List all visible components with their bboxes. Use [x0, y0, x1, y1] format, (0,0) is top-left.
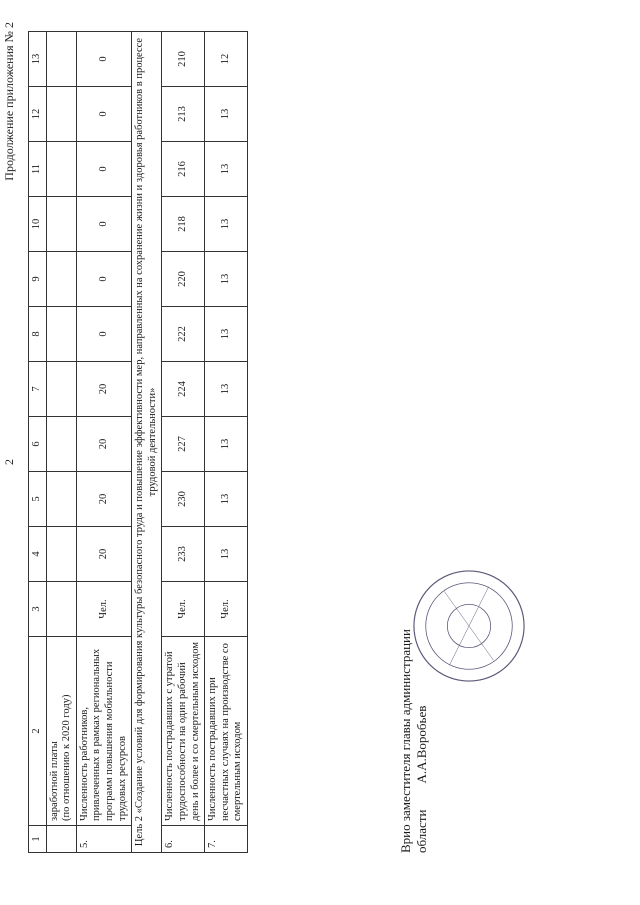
row-value — [46, 527, 76, 582]
row-value — [46, 472, 76, 527]
row-value: 13 — [205, 87, 248, 142]
row-value: 20 — [76, 527, 131, 582]
row-value — [46, 197, 76, 252]
row-value — [46, 252, 76, 307]
row-value: 210 — [162, 32, 205, 87]
row-number: 5. — [76, 826, 131, 853]
row-name: Численность работников, привлеченных в рамках региональных программ повышения мобильности трудовых ресурсов — [76, 637, 131, 826]
row-value: 13 — [205, 307, 248, 362]
row-value — [46, 32, 76, 87]
row-value: 0 — [76, 142, 131, 197]
row-value: 224 — [162, 362, 205, 417]
row-value: 0 — [76, 87, 131, 142]
row-value: 13 — [205, 197, 248, 252]
row-value: 0 — [76, 32, 131, 87]
row-name: Численность пострадавших при несчастных случаях на производстве со смертельным исходом — [205, 637, 248, 826]
row-value: 0 — [76, 252, 131, 307]
row-value: 233 — [162, 527, 205, 582]
col-header: 6 — [29, 417, 47, 472]
table-header-row — [29, 32, 47, 853]
row-value: 13 — [205, 362, 248, 417]
row-value: 13 — [205, 527, 248, 582]
signature-name: А.А.Воробьев — [414, 705, 430, 784]
col-header: 7 — [29, 362, 47, 417]
col-header: 9 — [29, 252, 47, 307]
page-number: 2 — [2, 459, 16, 465]
row-value: 220 — [162, 252, 205, 307]
row-value: 0 — [76, 197, 131, 252]
row-number — [46, 826, 76, 853]
col-header: 5 — [29, 472, 47, 527]
col-header: 8 — [29, 307, 47, 362]
row-name: заработной платы (по отношению к 2020 году) — [46, 637, 76, 826]
col-header: 3 — [29, 582, 47, 637]
row-value: 13 — [205, 142, 248, 197]
indicators-table — [28, 31, 248, 853]
goal-row — [132, 32, 162, 853]
col-header: 2 — [29, 637, 47, 826]
official-stamp — [410, 567, 528, 685]
table-row — [205, 32, 248, 853]
col-header: 1 — [29, 826, 47, 853]
row-value: 216 — [162, 142, 205, 197]
row-unit: Чел. — [76, 582, 131, 637]
signature-region: области — [414, 809, 430, 853]
row-value: 222 — [162, 307, 205, 362]
col-header: 11 — [29, 142, 47, 197]
row-value: 227 — [162, 417, 205, 472]
col-header: 10 — [29, 197, 47, 252]
row-value: 20 — [76, 362, 131, 417]
row-unit: Чел. — [162, 582, 205, 637]
row-value: 230 — [162, 472, 205, 527]
row-value — [46, 307, 76, 362]
appendix-caption: Продолжение приложения № 2 — [2, 22, 16, 181]
row-value: 13 — [205, 252, 248, 307]
row-value: 12 — [205, 32, 248, 87]
row-name: Численность пострадавших с утратой трудоспособности на один рабочий день и более и со смертельным исходом — [162, 637, 205, 826]
goal-text: Цель 2 «Создание условий для формирования культуры безопасного труда и повышение эффективности мер, направленных на сохранение жизни и здоровья работников в процессе трудовой деятельности» — [132, 32, 162, 853]
table-row — [46, 32, 76, 853]
row-value: 13 — [205, 472, 248, 527]
row-value: 0 — [76, 307, 131, 362]
row-value: 218 — [162, 197, 205, 252]
table-row — [162, 32, 205, 853]
row-value — [46, 417, 76, 472]
row-number: 7. — [205, 826, 248, 853]
col-header: 4 — [29, 527, 47, 582]
row-value — [46, 87, 76, 142]
row-value — [46, 142, 76, 197]
row-value: 20 — [76, 472, 131, 527]
table-row — [76, 32, 131, 853]
row-unit: Чел. — [205, 582, 248, 637]
row-number: 6. — [162, 826, 205, 853]
col-header: 13 — [29, 32, 47, 87]
row-value: 213 — [162, 87, 205, 142]
row-unit — [46, 582, 76, 637]
signature-position: Врио заместителя главы администрации — [398, 629, 413, 853]
row-value: 20 — [76, 417, 131, 472]
col-header: 12 — [29, 87, 47, 142]
row-value — [46, 362, 76, 417]
row-value: 13 — [205, 417, 248, 472]
